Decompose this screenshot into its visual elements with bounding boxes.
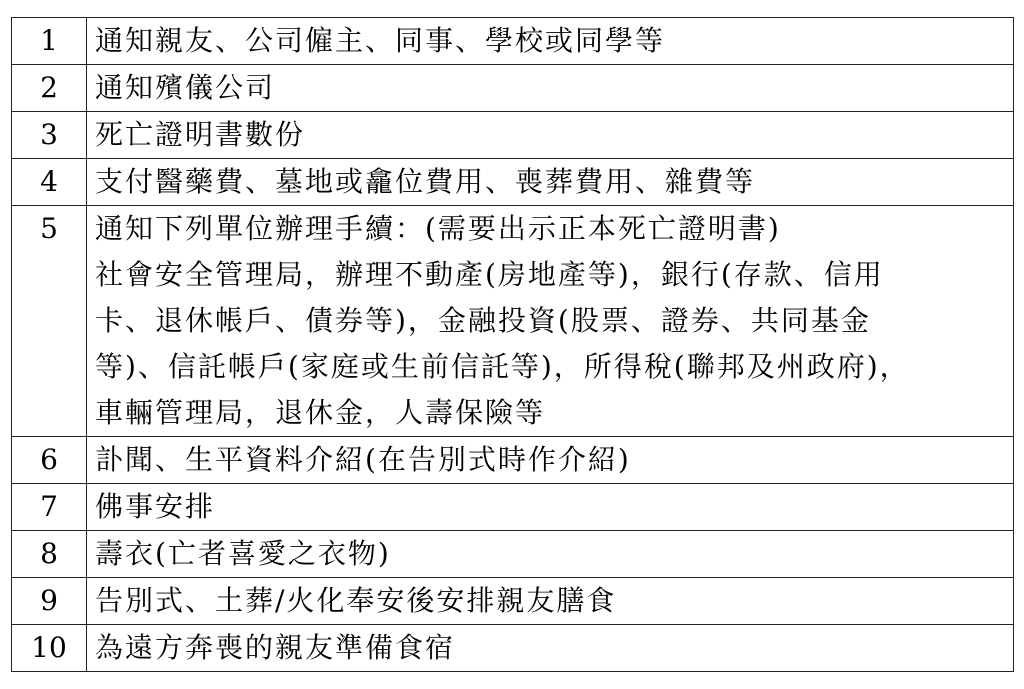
row-text (87, 531, 1014, 578)
table-row (12, 437, 1014, 484)
row-number: 6 (12, 437, 87, 484)
table-row (12, 484, 1014, 531)
row-number: 8 (12, 531, 87, 578)
row-number: 4 (12, 159, 87, 206)
row-number: 7 (12, 484, 87, 531)
table-row (12, 112, 1014, 159)
row-line: 告別式、土葬/火化奉安後安排親友膳食 (95, 584, 617, 617)
table-row (12, 578, 1014, 625)
row-line: 卡、退休帳戶、債券等)，金融投資(股票、證券、共同基金 (95, 304, 871, 337)
checklist-table (11, 17, 1014, 672)
table-row (12, 206, 1014, 437)
row-text (87, 437, 1014, 484)
row-text (87, 18, 1014, 65)
row-number: 3 (12, 112, 87, 159)
row-number: 1 (12, 18, 87, 65)
row-line: 佛事安排 (95, 490, 216, 523)
table-row (12, 18, 1014, 65)
row-line: 社會安全管理局，辦理不動產(房地產等)，銀行(存款、信用 (95, 258, 884, 291)
row-text (87, 206, 1014, 437)
row-line: 通知殯儀公司 (95, 71, 276, 104)
row-line: 訃聞、生平資料介紹(在告別式時作介紹) (95, 443, 631, 476)
checklist-sheet (11, 17, 1014, 672)
row-text (87, 159, 1014, 206)
table-row (12, 625, 1014, 672)
row-number: 2 (12, 65, 87, 112)
row-line: 通知親友、公司僱主、同事、學校或同學等 (95, 24, 666, 57)
row-text (87, 578, 1014, 625)
table-row (12, 531, 1014, 578)
row-text (87, 484, 1014, 531)
row-line: 等)、信託帳戶(家庭或生前信託等)，所得稅(聯邦及州政府)， (95, 350, 910, 383)
table-row (12, 65, 1014, 112)
table-row (12, 159, 1014, 206)
row-line: 支付醫藥費、墓地或龕位費用、喪葬費用、雜費等 (95, 165, 756, 198)
row-text (87, 65, 1014, 112)
row-number: 10 (12, 625, 87, 672)
row-number: 9 (12, 578, 87, 625)
row-line: 為遠方奔喪的親友準備食宿 (95, 631, 456, 664)
row-line: 壽衣(亡者喜愛之衣物) (95, 537, 391, 570)
row-number: 5 (12, 206, 87, 437)
row-line: 死亡證明書數份 (95, 118, 306, 151)
row-line: 車輛管理局，退休金，人壽保險等 (95, 396, 546, 429)
row-line: 通知下列單位辦理手續：(需要出示正本死亡證明書) (95, 212, 781, 245)
row-text (87, 625, 1014, 672)
row-text (87, 112, 1014, 159)
